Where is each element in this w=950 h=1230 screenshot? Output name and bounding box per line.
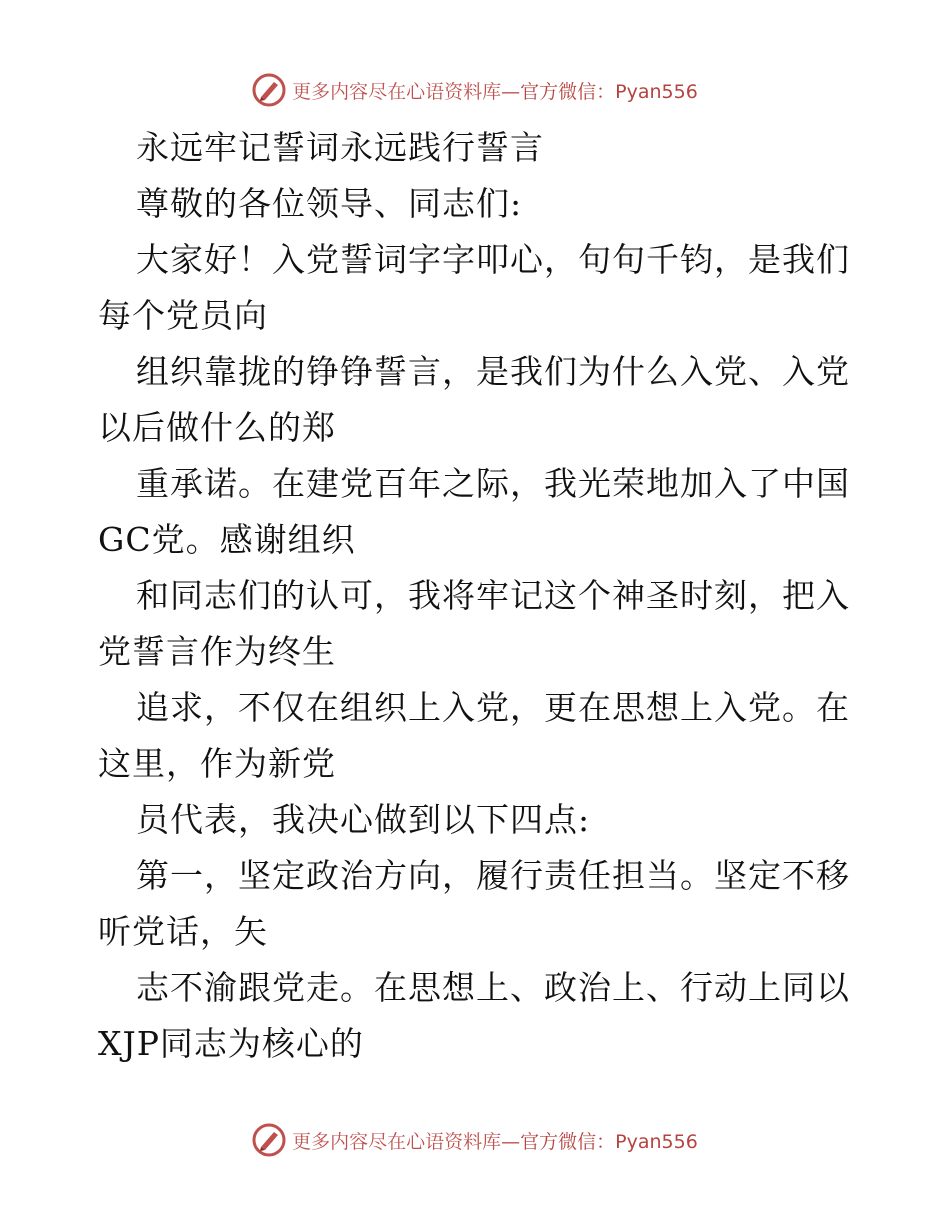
paragraph-line: 组织靠拢的铮铮誓言，是我们为什么入党、入党 bbox=[136, 352, 850, 391]
header-banner bbox=[0, 70, 950, 110]
banner-site-text: 更多内容尽在心语资料库— bbox=[292, 80, 521, 103]
paragraph-line: 志不渝跟党走。在思想上、政治上、行动上同以 bbox=[136, 968, 850, 1007]
paragraph-line: 追求，不仅在组织上入党，更在思想上入党。在 bbox=[136, 688, 850, 727]
banner-content bbox=[252, 1123, 698, 1157]
document-body bbox=[98, 120, 858, 1072]
pen-logo-icon bbox=[252, 73, 286, 107]
banner-site-text: 更多内容尽在心语资料库— bbox=[292, 1130, 521, 1153]
paragraph-line: 听党话，矢 bbox=[98, 912, 268, 951]
banner-text bbox=[292, 1127, 698, 1154]
banner-wechat-text: 官方微信：Pyan556 bbox=[520, 80, 698, 103]
paragraph-line: 重承诺。在建党百年之际，我光荣地加入了中国 bbox=[136, 464, 850, 503]
paragraph-line: 每个党员向 bbox=[98, 296, 268, 335]
paragraph-line: 员代表，我决心做到以下四点: bbox=[136, 800, 591, 839]
banner-content bbox=[252, 73, 698, 107]
document-title: 永远牢记誓词永远践行誓言 bbox=[136, 128, 544, 167]
paragraph-line: 第一，坚定政治方向，履行责任担当。坚定不移 bbox=[136, 856, 850, 895]
banner-text bbox=[292, 77, 698, 104]
banner-wechat-text: 官方微信：Pyan556 bbox=[520, 1130, 698, 1153]
paragraph-line: GC党。感谢组织 bbox=[98, 520, 356, 559]
pen-logo-icon bbox=[252, 1123, 286, 1157]
paragraph-line: 党誓言作为终生 bbox=[98, 632, 336, 671]
paragraph-line: 大家好！入党誓词字字叩心，句句千钧，是我们 bbox=[136, 240, 850, 279]
paragraph-line: 以后做什么的郑 bbox=[98, 408, 336, 447]
paragraph-line: 和同志们的认可，我将牢记这个神圣时刻，把入 bbox=[136, 576, 850, 615]
paragraph-line: 这里，作为新党 bbox=[98, 744, 336, 783]
footer-banner bbox=[0, 1120, 950, 1160]
salutation-line: 尊敬的各位领导、同志们: bbox=[136, 184, 523, 223]
paragraph-line: XJP同志为核心的 bbox=[98, 1024, 364, 1063]
